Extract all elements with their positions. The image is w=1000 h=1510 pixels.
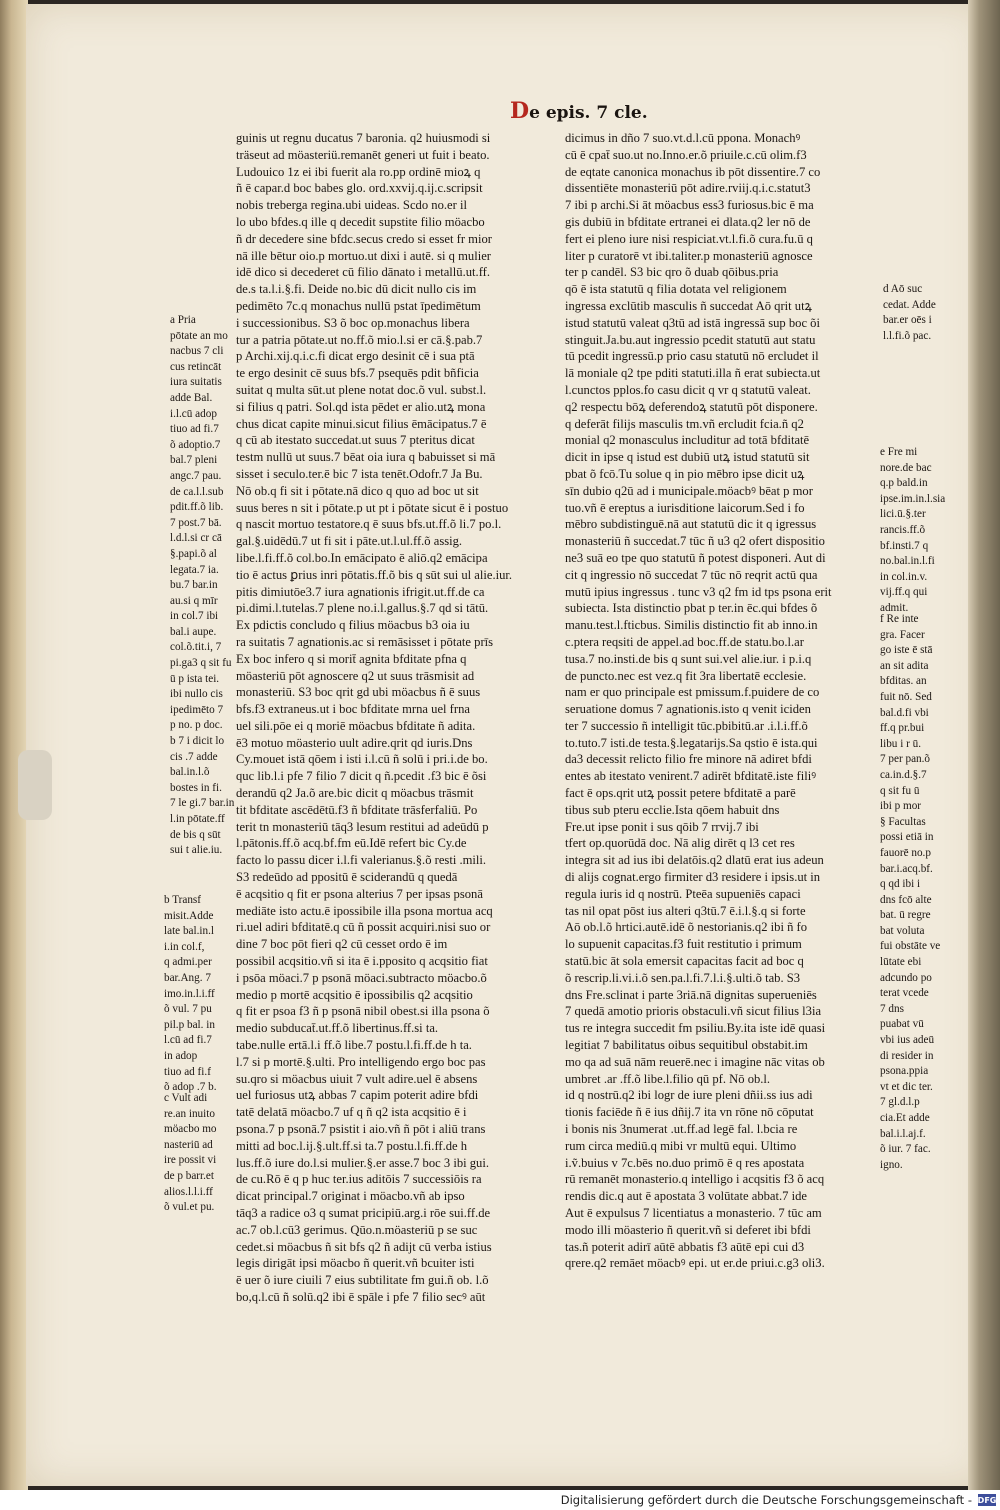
margin-note-line: gra. Facer xyxy=(880,628,925,641)
margin-note-line: i.l.cū adop xyxy=(170,407,217,420)
margin-note-line: l.in pōtate.ff xyxy=(170,813,225,825)
text-line: ē acqsitio q fit er psona alterius 7 per ipsas psonā xyxy=(236,886,483,901)
text-line: tibus sub pteru ecclie.Ista qōem habuit dns xyxy=(565,802,780,817)
running-header xyxy=(510,98,650,128)
text-line: integra sit ad ius ibi delatōis.q2 dlatū erat ius adeun xyxy=(565,853,824,868)
text-line: ri.uel adiri bfditatē.q cū ñ possit acquiri.nisi suo or xyxy=(236,920,491,935)
margin-note-line: bfditas. an xyxy=(880,675,927,688)
margin-note-b xyxy=(164,893,236,1096)
text-line: lo ubo bfdes.q ille q decedit supstite filio möacbo xyxy=(236,214,485,229)
text-line: dine 7 boc pōt fieri q2 cū cesset ordo ē im xyxy=(236,937,448,952)
margin-note-line: b Transf xyxy=(164,894,201,906)
text-line: pi.dimi.l.tutelas.7 plene no.i.l.gallus.§.7 qd si tātū. xyxy=(236,601,489,616)
text-line: subiecta. Ista distinctio pbat p ter.in ēc.qui bfdes õ xyxy=(565,601,818,616)
margin-note-line: cia.Et adde xyxy=(880,1112,930,1124)
text-line: guinis ut regnu ducatus 7 baronia. q2 huiusmodi si xyxy=(236,131,491,145)
margin-note-line: de p barr.et xyxy=(164,1169,215,1182)
text-line: dicimus in dño 7 suo.vt.d.l.cū ppona. Monachꝰ xyxy=(565,131,801,145)
text-line: quc lib.l.i pfe 7 filio 7 dicit q ñ.pcedit .f3 bic ē õsi xyxy=(236,769,487,784)
text-line: Aut ē expulsus 7 licentiatus a monasterio. 7 tūc am xyxy=(565,1206,822,1220)
text-line: terit tn monasteriū tāq3 lesum restitui ad adeūdū p xyxy=(236,819,489,834)
margin-note-line: tiuo ad fi.7 xyxy=(170,423,219,436)
text-line: õ rescrip.li.vi.i.õ sen.pa.l.fi.7.l.i.§.ulti.õ tab. S3 xyxy=(565,970,801,985)
margin-note-line: rancis.ff.õ xyxy=(880,523,926,536)
text-line: entes ab itestato venirent.7 adirēt bfditatē.iste filiꝰ xyxy=(565,769,817,784)
margin-note-line: pdit.ff.õ lib. xyxy=(170,501,224,514)
text-line: tū pcedit ingressū.p prio casu statutū nō ercludet il xyxy=(565,349,819,364)
text-line: träseut ad möasteriü.remanēt generi ut fuit i beato. xyxy=(236,147,490,162)
margin-note-line: bar.i.acq.bf. xyxy=(880,862,933,875)
margin-note-line: pōtate an mo xyxy=(170,329,228,342)
margin-note-line: i.in col.f, xyxy=(164,940,205,953)
text-line: q fit er psoa f3 ñ p psonā nibil obest.si illa psona õ xyxy=(236,1004,490,1019)
text-line: ra suitatis 7 agnationis.ac si remāsisset i pōtate prīs xyxy=(236,634,494,649)
margin-note-line: õ vul.et pu. xyxy=(164,1201,215,1214)
margin-note-line: ipedimēto 7 xyxy=(170,703,224,716)
text-line: ne3 suā eo tpe quo statutū ñ potest disponeri. Aut di xyxy=(565,550,826,565)
margin-note-line: ca.in.d.§.7 xyxy=(880,768,927,781)
text-line: Nō ob.q fi sit i pōtate.nā dico q quo ad boc ut sit xyxy=(236,483,479,498)
text-line: libe.l.fi.ff.õ col.bo.In emācipato ē aliō.q2 emācipa xyxy=(236,550,488,565)
margin-note-line: psona.ppia xyxy=(880,1065,929,1078)
text-line: tāq3 a radice o3 q sumat pricipiū.arg.i rōe sui.ff.de xyxy=(236,1206,491,1220)
margin-note-line: 7 dns xyxy=(880,1002,904,1015)
text-line: istud statutū valeat q3tū ad istā ingressā sup boc õi xyxy=(565,315,820,330)
margin-note-line: bal.in.l.õ xyxy=(170,766,210,779)
text-line: rū remanēt monasterio.q intelligo i acqsitis f3 õ acq xyxy=(565,1172,825,1187)
margin-note-e xyxy=(880,445,944,617)
margin-note-f xyxy=(880,612,944,1173)
margin-note-line: bat voluta xyxy=(880,924,925,937)
text-line: bo,q.l.cū ñ solū.q2 ibi ē spāle i pfe 7 filio secꝰ aūt xyxy=(236,1289,486,1304)
margin-note-line: c Vult adi xyxy=(164,1092,208,1104)
text-line: mo qa ad suā nām reuerē.nec i imagine nāc vitas ob xyxy=(565,1054,825,1069)
margin-note-line: adde Bal. xyxy=(170,391,213,404)
text-line: de eqtate canonica monachus ib pōt dissentire.7 co xyxy=(565,164,821,179)
text-line: dicit in ipse q istud est dubiū utꝝ istud statutū sit xyxy=(565,450,810,465)
text-line: testm nullū ut suus.7 bēat oia iura q babuisset si mā xyxy=(236,450,496,465)
text-line: dicat principal.7 originat i möacbo.vñ ab ipso xyxy=(236,1189,465,1204)
text-line: legitiat 7 babilitatus oibus sequitibul obstabit.im xyxy=(565,1038,808,1053)
text-line: nam er quo principale est pmissum.f.puidere de co xyxy=(565,685,820,700)
text-line: tfert op.quorūdā doc. Nā alig dirēt q l3 cet res xyxy=(565,836,795,851)
text-line: i.ṽ.buius v 7c.bēs no.duo primō ē q res apostata xyxy=(565,1155,805,1170)
margin-note-line: f Re inte xyxy=(880,613,919,625)
text-line: tur a patria pōtate.ut no.ff.õ mio.l.si er cā.§.pab.7 xyxy=(236,332,483,347)
text-line: to.tuto.7 isti.de testa.§.legatarijs.Sa qstio ē ista.qui xyxy=(565,735,818,750)
margin-note-line: iura suitatis xyxy=(170,376,222,389)
margin-note-line: adcundo po xyxy=(880,971,932,984)
text-line: tas.ñ poterit adirī aūtē abbatis f3 aūtē epi cui d3 xyxy=(565,1239,805,1254)
text-line: bfs.f3 extraneus.ut i boc bfditate mrna uel frna xyxy=(236,702,470,717)
text-line: qō ē ista statutū q filia dotata vel religionem xyxy=(565,282,787,297)
margin-note-line: fuit nō. Sed xyxy=(880,690,932,703)
text-line: dns Fre.sclinat i parte 3riā.nā dignitas superueniēs xyxy=(565,987,817,1002)
text-line: q nascit mortuo testatore.q ē suus bfs.ut.ff.õ li.7 po.l. xyxy=(236,517,502,532)
margin-note-line: l.l.fi.õ pac. xyxy=(883,329,932,342)
margin-note-line: q admi.per xyxy=(164,956,212,969)
margin-note-line: p no. p doc. xyxy=(170,719,223,732)
margin-note-line: bf.insti.7 q xyxy=(880,539,929,552)
text-line: uel sili.pōe ei q moriē möacbus bfditate ñ adita. xyxy=(236,718,476,733)
text-line: monial q2 monasculus includitur ad totā bfditatē xyxy=(565,433,810,448)
margin-note-line: bat. ū regre xyxy=(880,909,931,922)
text-line: monasteriū ñ succedat.7 tūc ñ u3 q2 ofert dispositio xyxy=(565,534,825,549)
margin-note-line: 7 gl.d.l.p xyxy=(880,1096,920,1109)
margin-note-line: bal.d.fi vbi xyxy=(880,706,929,719)
margin-note-line: q qd ibi i xyxy=(880,878,921,891)
margin-note-line: pi.ga3 q sit fu xyxy=(170,657,232,670)
margin-note-line: igno. xyxy=(880,1158,903,1171)
text-line: gis dubiū in bfditate ertranei ei dlata.q2 ler nō de xyxy=(565,214,811,229)
margin-note-line: õ adoptio.7 xyxy=(170,438,221,451)
margin-note-line: au.si q mīr xyxy=(170,594,218,607)
text-line: lā moniale q2 tpe pditi statuti.illa ñ erat subiecta.ut xyxy=(565,366,821,381)
margin-note-line: ipse.im.in.l.sia xyxy=(880,492,946,505)
text-line: liter p curatorē vt ibi.taliter.p monasteriū agnosce xyxy=(565,248,813,263)
margin-note-line: vbi ius adeū xyxy=(880,1034,935,1047)
margin-note-line: legata.7 ia. xyxy=(170,563,219,576)
text-line: sisset i seculo.ter.ē bic 7 ista tenēt.Odofr.7 Ja Bu. xyxy=(236,466,483,481)
margin-note-line: no.bal.in.l.fi xyxy=(880,555,935,568)
margin-note-line: lūtate ebi xyxy=(880,956,922,969)
text-line: l.pātonis.ff.õ acq.bf.fm eū.Idē refert bic Cy.de xyxy=(236,836,467,851)
text-line: l.7 si p mortē.§.ulti. Pro intelligendo ergo boc pas xyxy=(236,1054,486,1069)
text-line: tit bfditate ascēdētū.f3 ñ bfditate trāsferfaliū. Po xyxy=(236,802,478,817)
text-line: möasteriū pōt agnoscere q2 ut suus trāsmisit ad xyxy=(236,668,475,683)
text-line: umbret .ar .ff.õ libe.l.filio qū pf. Nō ob.l. xyxy=(565,1071,771,1086)
text-line: seruatione domus 7 agnationis.isto q venit iciden xyxy=(565,702,811,717)
text-line: uel furiosus utꝝ abbas 7 capim poterit adire bfdi xyxy=(236,1088,479,1103)
text-line: ñ dr decedere sine bfdc.secus credo si esset fr mior xyxy=(236,231,492,246)
margin-note-line: bar.er oēs i xyxy=(883,314,932,327)
text-line: tusa.7 no.insti.de bis q sunt sui.vel alie.iur. i p.i.q xyxy=(565,651,812,666)
text-line: tionis faciēde ñ ē ius dñij.7 ita vn rōne nō cōputat xyxy=(565,1105,814,1120)
margin-note-line: late bal.in.l xyxy=(164,925,215,938)
text-line: da3 decessit relicto filio fre minore nā adiret bfdi xyxy=(565,752,812,767)
margin-note-line: õ adop .7 b. xyxy=(164,1081,217,1094)
margin-note-line: bostes in fi. xyxy=(170,781,222,794)
text-line: tas nil opat pōst ius alteri q3tū.7 ē.i.l.§.q si forte xyxy=(565,903,806,918)
text-line: i successionibus. S3 õ boc op.monachus libera xyxy=(236,315,470,330)
text-line: 7 ibi p archi.Si āt möacbus ess3 furiosus.bic ē ma xyxy=(565,198,814,213)
margin-note-line: angc.7 pau. xyxy=(170,469,222,482)
margin-note-line: l.d.l.si cr cā xyxy=(170,532,222,545)
margin-note-line: libu i r ū. xyxy=(880,737,922,750)
margin-note-line: q sit fu ū xyxy=(880,784,920,797)
margin-note-line: bal.i aupe. xyxy=(170,625,217,638)
text-line: legis dirigāt ipsi möacbo ñ querit.vñ bcuiter isti xyxy=(236,1256,475,1271)
text-line: statū.bic āt sola emersit capacitas facit ad boc q xyxy=(565,954,804,969)
text-line: q2 respectu bōꝝ deferendoꝝ statutū pōt disponere. xyxy=(565,399,818,414)
text-line: pbat õ fcō.Tu solue q in pio mēbro ipse dicit uꝝ xyxy=(565,466,805,481)
margin-note-line: vij.ff.q qui xyxy=(880,586,928,599)
margin-note-line: ibi nullo cis xyxy=(170,688,223,701)
text-line: regula iuris id q nostrū. Pteēa supueniēs capaci xyxy=(565,886,801,901)
margin-note-line: misit.Adde xyxy=(164,909,214,922)
margin-note-line: admit. xyxy=(880,601,909,614)
page-edge-left xyxy=(0,0,28,1490)
margin-note-line: vt et dic ter. xyxy=(880,1080,933,1093)
text-line: mitti ad boc.l.ij.§.ult.ff.si ta.7 postu.l.fi.ff.de h xyxy=(236,1138,468,1153)
text-line: ingressa exclūtib masculis ñ succedat Aō qrit utꝝ xyxy=(565,298,812,313)
margin-note-line: § Facultas xyxy=(880,815,926,828)
text-line: p Archi.xij.q.i.c.fi dicat ergo desinit cē i sua ptā xyxy=(236,349,475,364)
text-line: fact ē ops.qrit utꝝ possit petere bfditatē a parē xyxy=(565,786,796,801)
text-column-right xyxy=(565,130,875,1272)
text-line: Ludouico 1z ei ibi fuerit ala ro.pp ordinē mioꝝ q xyxy=(236,164,481,179)
margin-note-line: 7 per pan.õ xyxy=(880,753,931,766)
text-line: c.ptera reqsiti de appel.ad boc.ff.de statu.bo.l.ar xyxy=(565,634,804,649)
margin-note-line: d Aō suc xyxy=(883,283,923,295)
text-line: de puncto.nec est vez.q fit 3ra libertatē ecclesie. xyxy=(565,668,807,683)
text-line: possibil acqsitio.vñ si ita ē i.pposito q acqsitio fiat xyxy=(236,954,488,969)
text-line: tuo.vñ ē ereptus a iurisditione laicorum.Sed i fo xyxy=(565,500,805,515)
text-line: 7 quedā amotio prioris obstaculi.vñ sicut filius l3ia xyxy=(565,1004,822,1019)
margin-note-a xyxy=(170,313,236,859)
text-line: fert ei pleno iure nisi respiciat.vt.l.fi.õ cura.fu.ū q xyxy=(565,231,813,246)
text-line: medio subducat̄.ut.ff.õ libertinus.ff.si ta. xyxy=(236,1021,439,1036)
text-line: q deferāt filijs masculis tm.vñ ercludit fcia.ñ q2 xyxy=(565,416,804,431)
margin-note-line: ibi p mor xyxy=(880,800,922,813)
text-line: suitat q multa sūt.ut plene notat doc.õ vul. subst.l. xyxy=(236,382,487,397)
text-line: mēbro subdistinguē.nā aut statutū dic it q igressus xyxy=(565,517,817,532)
text-line: i bonis nis 3numerat .ut.ff.ad legē fal. l.bcia re xyxy=(565,1122,798,1137)
text-line: Fre.ut ipse ponit i sus qōib 7 rrvij.7 ibi xyxy=(565,819,759,834)
text-line: psona.7 p psonā.7 psistit i aio.vñ ñ pōt i aliū trans xyxy=(236,1122,486,1137)
text-line: S3 redeūdo ad ppositū ē sciderandū q quedā xyxy=(236,870,458,885)
margin-note-line: in adop xyxy=(164,1049,198,1062)
text-line: monasteriū. S3 boc qrit gd ubi möacbus ñ ē suus xyxy=(236,685,481,700)
bookmark-ribbon xyxy=(18,750,52,820)
margin-note-line: pil.p bal. in xyxy=(164,1018,215,1031)
text-line: tio ē actus ꝑrius inri pōtatis.ff.õ bis q sūt sui ul alie.iur. xyxy=(236,567,513,582)
margin-note-line: q.p bald.in xyxy=(880,477,928,490)
margin-note-line: bar.Ang. 7 xyxy=(164,971,211,984)
margin-note-line: l.cū ad fi.7 xyxy=(164,1034,212,1047)
margin-note-line: nacbus 7 cli xyxy=(170,345,224,358)
text-line: i psōa möaci.7 p psonā möaci.subtracto möacbo.õ xyxy=(236,970,487,985)
text-line: qrere.q2 remāet möacbꝰ epi. ut er.de priui.c.g3 oli3. xyxy=(565,1256,825,1271)
text-line: di alijs cognat.ergo firmiter d3 residere i ipsis.ut in xyxy=(565,870,821,885)
header-text: e epis. 7 cle. xyxy=(529,103,648,123)
margin-note-line: õ iur. 7 fac. xyxy=(880,1143,931,1156)
text-line: derandū q2 Ja.õ are.bic dicit q möacbus trāsmit xyxy=(236,786,474,801)
text-line: suus beres n sit i pōtate.p ut pt i pōtate sicut ē i postuo xyxy=(236,500,509,515)
text-line: su.qro si möacbus uiuit 7 vult adire.uel ē absens xyxy=(236,1071,478,1086)
text-line: sīn dubio q2ū ad i municipale.möacbꝰ bēat p mor xyxy=(565,483,813,498)
text-column-left xyxy=(236,130,548,1306)
text-line: Ex pdictis concludo q filius möacbus b3 oia iu xyxy=(236,618,470,633)
text-line: ē3 motuo möasterio uult adire.qrit qd iuris.Dns xyxy=(236,735,473,750)
margin-note-line: in col.7 ibi xyxy=(170,610,219,623)
margin-note-line: nore.de bac xyxy=(880,461,932,474)
text-line: id q nostrū.q2 ibi logr de iure pleni dñii.ss ius adi xyxy=(565,1088,813,1103)
text-line: rum circa mediū.q mibi vr multū equi. Ultimo xyxy=(565,1138,797,1153)
margin-note-line: ff.q pr.bui xyxy=(880,722,925,735)
text-line: gal.§.uidēdū.7 ut fi sit i pāte.ut.l.ul.ff.õ assig. xyxy=(236,534,463,549)
text-line: l.cunctos pplos.fo casu dicit q vr q statutū valeat. xyxy=(565,382,811,397)
text-line: nobis treberga regina.ubi uideas. Scdo no.er il xyxy=(236,198,467,213)
margin-note-line: 7 le gi.7 bar.in xyxy=(170,797,235,810)
text-line: medio p mortē acqsitio ē ipossibilis q2 acqsitio xyxy=(236,987,473,1002)
text-line: facto lo passu dicer i.l.fi valerianus.§.õ resti .mili. xyxy=(236,853,487,868)
text-line: si filius q patri. Sol.qd ista pēdet er alio.utꝝ mona xyxy=(236,399,486,414)
margin-note-d xyxy=(883,282,945,344)
margin-note-line: di resider in xyxy=(880,1049,934,1062)
text-line: de cu.Rō ē q p huc ter.ius aditōis 7 successiōis ra xyxy=(236,1172,482,1187)
margin-note-line: alios.l.l.i.ff xyxy=(164,1185,213,1198)
margin-note-line: terat vcede xyxy=(880,987,929,1000)
text-line: stinguit.Ja.bu.aut ingressio pcedit statutū aut statu xyxy=(565,332,816,347)
margin-note-line: ire possit vi xyxy=(164,1154,217,1167)
text-line: rendis dic.q aut ē apostata 3 volūtate abbat.7 ide xyxy=(565,1189,807,1204)
margin-note-line: possi etiā in xyxy=(880,831,934,844)
margin-note-line: õ vul. 7 pu xyxy=(164,1003,212,1016)
header-initial: D xyxy=(510,98,530,124)
text-line: ē uer õ iure ciuili 7 eius subtilitate fm gui.ñ ob. l.õ xyxy=(236,1273,489,1288)
text-line: nā ille bētur oio.p mortuo.ut dixi i autē. si q mulier xyxy=(236,248,491,263)
margin-note-line: a Pria xyxy=(170,314,196,326)
margin-note-line: fauorē no.p xyxy=(880,846,931,859)
text-line: tatē delatā möacbo.7 uf q ñ q2 ista acqsitio ē i xyxy=(236,1105,467,1120)
margin-note-line: möacbo mo xyxy=(164,1123,217,1136)
footer-bar xyxy=(0,1490,1000,1510)
text-line: tus re integra succedit fm psiliu.By.ita iste idē quasi xyxy=(565,1021,826,1036)
margin-note-line: nasteriū ad xyxy=(164,1138,213,1151)
margin-note-line: puabat vū xyxy=(880,1018,924,1031)
text-line: pitis dimiutōe3.7 iura agnationis ifrigit.ut.ff.de ca xyxy=(236,584,485,599)
margin-note-line: ū p ista tei. xyxy=(170,672,220,685)
text-line: ter p candēl. S3 bic qro õ duab qōibus.pria xyxy=(565,265,779,280)
text-line: idē dico si decederet cū filio dānato i metallū.ut.ff. xyxy=(236,265,491,280)
text-line: chus dicat capite minui.sicut filius ēmācipatus.7 ē xyxy=(236,416,487,431)
text-line: ñ ē capar.d boc babes glo. ord.xxvij.q.ij.c.scripsit xyxy=(236,181,483,196)
text-line: modo illi möasterio ñ querit.vñ si deferet ibi bfdi xyxy=(565,1222,811,1237)
text-line: pedimēto 7c.q monachus nullū pstat īpedimētum xyxy=(236,298,481,313)
margin-note-line: imo.in.l.i.ff xyxy=(164,987,215,1000)
margin-note-line: de bis q sūt xyxy=(170,828,221,841)
margin-note-line: 7 post.7 bā. xyxy=(170,516,222,529)
margin-note-line: go iste ē stā xyxy=(880,644,933,657)
text-line: q cū ab itestato succedat.ut suus 7 pteritus dicat xyxy=(236,433,475,448)
margin-note-c xyxy=(164,1091,236,1216)
text-line: cit q ingressio nō succedat 7 tūc nō reqrit actū qua xyxy=(565,567,818,582)
text-line: mutū ipius ingressus . tunc v3 q2 fm id tps psona erit xyxy=(565,584,832,599)
text-line: lo supuenit capacitas.f3 fuit restitutio i primum xyxy=(565,937,802,952)
margin-note-line: re.an inuito xyxy=(164,1107,215,1120)
text-line: mediāte isto actu.ē ipossibile illa psona mortua acq xyxy=(236,903,493,918)
margin-note-line: in col.in.v. xyxy=(880,570,928,583)
text-line: tabe.nulle ertā.l.i ff.õ libe.7 postu.l.fi.ff.de h ta. xyxy=(236,1038,472,1053)
text-line: ter 7 successio ñ intelligit tūc.pbibitū.ar .i.l.i.ff.õ xyxy=(565,718,808,733)
margin-note-line: cis .7 adde xyxy=(170,750,218,763)
margin-note-line: sui t alie.iu. xyxy=(170,844,223,857)
text-line: Cy.mouet istā qōem i isti i.l.cū ñ solū i pri.i.de bo. xyxy=(236,752,488,767)
margin-note-line: bal.i.l.aj.f. xyxy=(880,1127,926,1140)
text-line: ac.7 ob.l.cū3 gerimus. Qūo.n.möasteriū p se suc xyxy=(236,1222,478,1237)
margin-note-line: de ca.l.l.sub xyxy=(170,485,224,498)
page-edge-right xyxy=(968,0,1000,1490)
margin-note-line: col.õ.tit.i, 7 xyxy=(170,641,222,654)
text-line: de.s ta.l.i.§.fi. Deide no.bic dū dicit nullo cis im xyxy=(236,282,477,297)
text-line: te ergo desinit cē suus bfs.7 psequēs pdit bñficia xyxy=(236,366,479,381)
text-line: manu.test.l.fticbus. Similis distinctio fit ab inno.in xyxy=(565,618,818,633)
margin-note-line: an sit adita xyxy=(880,659,929,672)
margin-note-line: tiuo ad fi.f xyxy=(164,1065,211,1078)
margin-note-line: e Fre mi xyxy=(880,446,918,458)
margin-note-line: fui obstāte ve xyxy=(880,940,941,953)
dfg-logo: DFG xyxy=(977,1495,997,1505)
text-line: lus.ff.õ iure do.l.si mulier.§.er asse.7 boc 3 ibi gui. xyxy=(236,1155,490,1170)
footer-credit: Digitalisierung gefördert durch die Deutsche Forschungsgemeinschaft - xyxy=(560,1493,972,1507)
text-line: cū ē cpat̄ suo.ut no.Inno.er.õ priuile.c.cū olim.f3 xyxy=(565,147,807,162)
margin-note-line: cedat. Adde xyxy=(883,298,936,311)
margin-note-line: b 7 i dicit lo xyxy=(170,735,225,748)
text-line: dissentiēte monasteriū pōt adire.rviij.q.i.c.statut3 xyxy=(565,181,811,196)
margin-note-line: dns fcō alte xyxy=(880,893,932,906)
margin-note-line: cus retincāt xyxy=(170,360,222,373)
margin-note-line: bu.7 bar.in xyxy=(170,579,218,592)
margin-note-line: lici.ū.§.ter xyxy=(880,508,926,521)
text-line: Aō ob.l.õ hrtici.autē.idē õ nestorianis.q2 ibi ñ fo xyxy=(565,920,808,935)
text-line: cedet.si möacbus ñ sit bfs q2 ñ adijt cū verba istius xyxy=(236,1239,492,1254)
margin-note-line: bal.7 pleni xyxy=(170,454,218,467)
text-line: Ex boc infero q si morit̄ agnita bfditate pfna q xyxy=(236,651,467,666)
margin-note-line: §.papi.õ al xyxy=(170,547,217,560)
